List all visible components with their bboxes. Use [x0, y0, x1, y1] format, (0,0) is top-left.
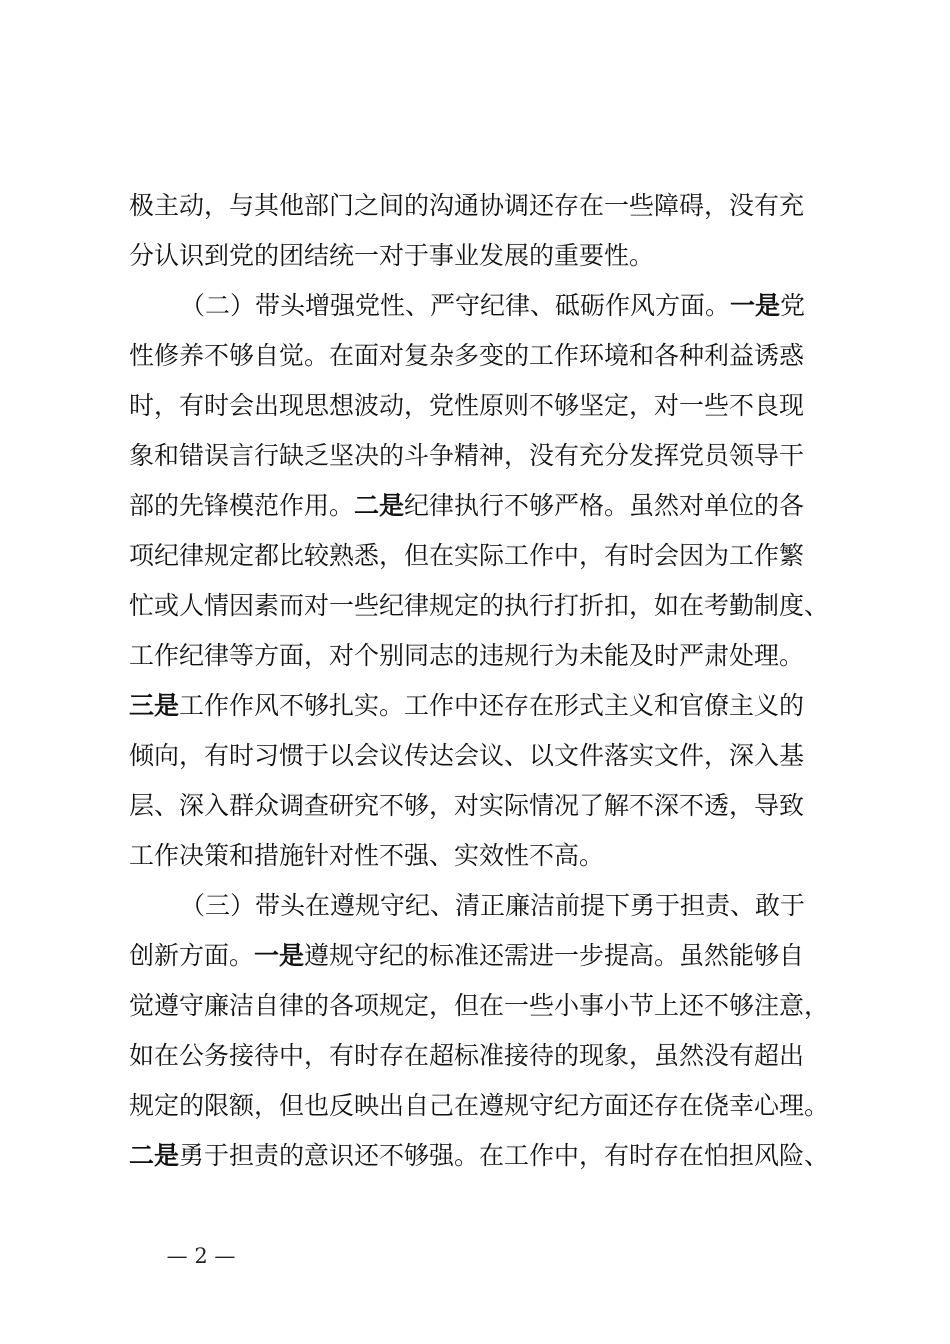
line-text: 纪律执行不够严格。虽然对单位的各	[404, 491, 805, 520]
text-line	[129, 331, 930, 381]
text-line	[129, 581, 930, 631]
bold-marker: 二是	[354, 491, 405, 520]
text-line	[129, 981, 930, 1031]
line-text: 象和错误言行缺乏坚决的斗争精神，没有充分发挥党员领导干	[129, 441, 805, 470]
line-text: 忙或人情因素而对一些纪律规定的执行打折扣，如在考勤制度、	[129, 591, 830, 620]
text-line	[129, 1031, 930, 1081]
bold-marker: 一是	[254, 941, 305, 970]
page-number: — 2 —	[166, 1244, 236, 1268]
text-line	[129, 831, 930, 881]
text-line	[129, 481, 930, 531]
bold-marker: 一是	[730, 291, 781, 320]
line-text: （二）带头增强党性、严守纪律、砥砺作风方面。	[180, 291, 731, 320]
line-text: 创新方面。	[129, 941, 255, 970]
text-line	[180, 281, 930, 331]
line-text: 如在公务接待中，有时存在超标准接待的现象，虽然没有超出	[129, 1041, 805, 1070]
line-text: 规定的限额，但也反映出自己在遵规守纪方面还存在侥幸心理。	[129, 1091, 830, 1120]
text-line	[129, 631, 930, 681]
line-text: 工作作风不够扎实。工作中还存在形式主义和官僚主义的	[179, 691, 805, 720]
line-text: 部的先锋模范作用。	[129, 491, 355, 520]
text-line	[129, 181, 930, 231]
text-line	[129, 381, 930, 431]
line-text: 层、深入群众调查研究不够，对实际情况了解不深不透，导致	[129, 791, 805, 820]
text-line	[129, 1131, 930, 1181]
line-text: 工作纪律等方面，对个别同志的违规行为未能及时严肃处理。	[129, 641, 805, 670]
text-line	[129, 231, 930, 281]
line-text: 极主动，与其他部门之间的沟通协调还存在一些障碍，没有充	[129, 191, 805, 220]
line-text: 倾向，有时习惯于以会议传达会议、以文件落实文件，深入基	[129, 741, 805, 770]
text-line	[129, 531, 930, 581]
bold-marker: 二是	[129, 1141, 180, 1170]
line-text: 勇于担责的意识还不够强。在工作中，有时存在怕担风险、	[179, 1141, 830, 1170]
text-line	[129, 431, 930, 481]
line-text: 分认识到党的团结统一对于事业发展的重要性。	[129, 241, 655, 270]
text-line	[180, 881, 930, 931]
line-text: 党	[780, 291, 806, 320]
text-line	[129, 681, 930, 731]
line-text: 性修养不够自觉。在面对复杂多变的工作环境和各种利益诱惑	[129, 341, 805, 370]
text-line	[129, 731, 930, 781]
line-text: 时，有时会出现思想波动，党性原则不够坚定，对一些不良现	[129, 391, 805, 420]
line-text: 觉遵守廉洁自律的各项规定，但在一些小事小节上还不够注意，	[129, 991, 830, 1020]
line-text: 项纪律规定都比较熟悉，但在实际工作中，有时会因为工作繁	[129, 541, 805, 570]
line-text: 工作决策和措施针对性不强、实效性不高。	[129, 841, 605, 870]
text-line	[129, 931, 930, 981]
text-line	[129, 781, 930, 831]
line-text: 遵规守纪的标准还需进一步提高。虽然能够自	[304, 941, 805, 970]
bold-marker: 三是	[129, 691, 180, 720]
line-text: （三）带头在遵规守纪、清正廉洁前提下勇于担责、敢于	[180, 891, 806, 920]
text-line	[129, 1081, 930, 1131]
